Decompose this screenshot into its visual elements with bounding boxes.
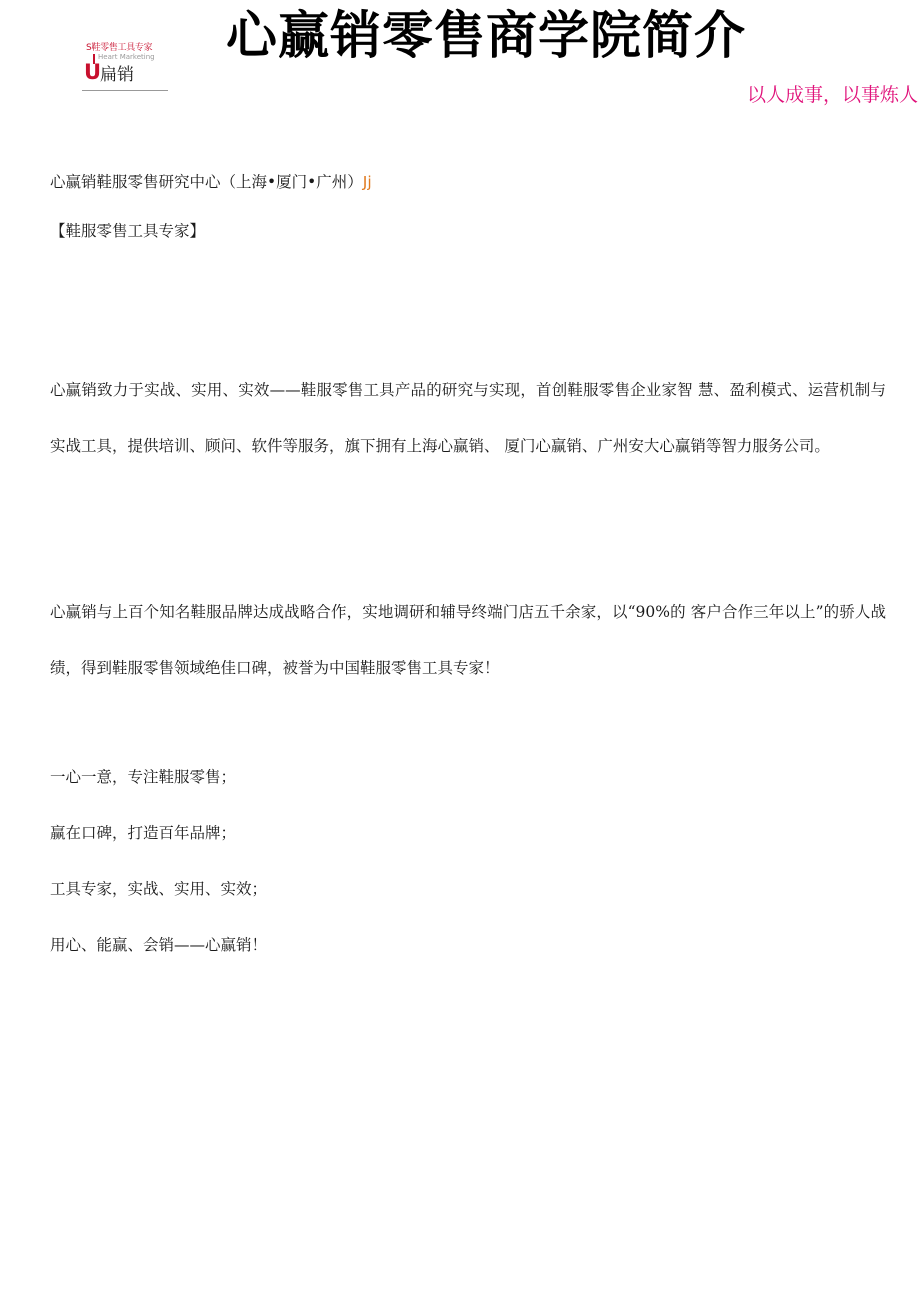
logo-underline	[82, 90, 168, 91]
motto-line: 一心一意，专注鞋服零售；	[50, 768, 237, 786]
company-logo	[80, 38, 170, 92]
intro-line-2: 【鞋服零售工具专家】	[50, 222, 206, 240]
motto-line: 赢在口碑，打造百年品牌；	[50, 824, 237, 842]
logo-name: 扁销	[100, 65, 134, 85]
intro-org-name: 心赢销鞋服零售研究中心（上海•厦门•广州）	[50, 173, 363, 191]
intro-suffix: Jj	[362, 173, 372, 191]
intro-line-1	[50, 169, 372, 195]
motto-line: 用心、能赢、会销——心赢销！	[50, 936, 268, 954]
logo-tagline: S鞋零售工具专家	[86, 43, 153, 53]
slogan: 以人成事，以事炼人	[746, 84, 918, 106]
logo-subtitle: Heart Marketing	[98, 53, 155, 61]
paragraph-1: 心赢销致力于实战、实用、实效——鞋服零售工具产品的研究与实现，首创鞋服零售企业家智 慧、盈利模式、运营机制与实战工具，提供培训、顾问、软件等服务，旗下拥有上海心赢销、 厦门心赢销、广州安大心赢销等智力服务公司。	[50, 381, 886, 455]
paragraph-2: 心赢销与上百个知名鞋服品牌达成战略合作，实地调研和辅导终端门店五千余家，以“90%的 客户合作三年以上”的骄人战绩，得到鞋服零售领域绝佳口碑，被誉为中国鞋服零售工具专家！	[50, 603, 886, 677]
logo-mark: U	[84, 60, 102, 84]
motto-line: 工具专家，实战、实用、实效；	[50, 880, 268, 898]
page-title: 心赢销零售商学院简介	[226, 7, 747, 66]
